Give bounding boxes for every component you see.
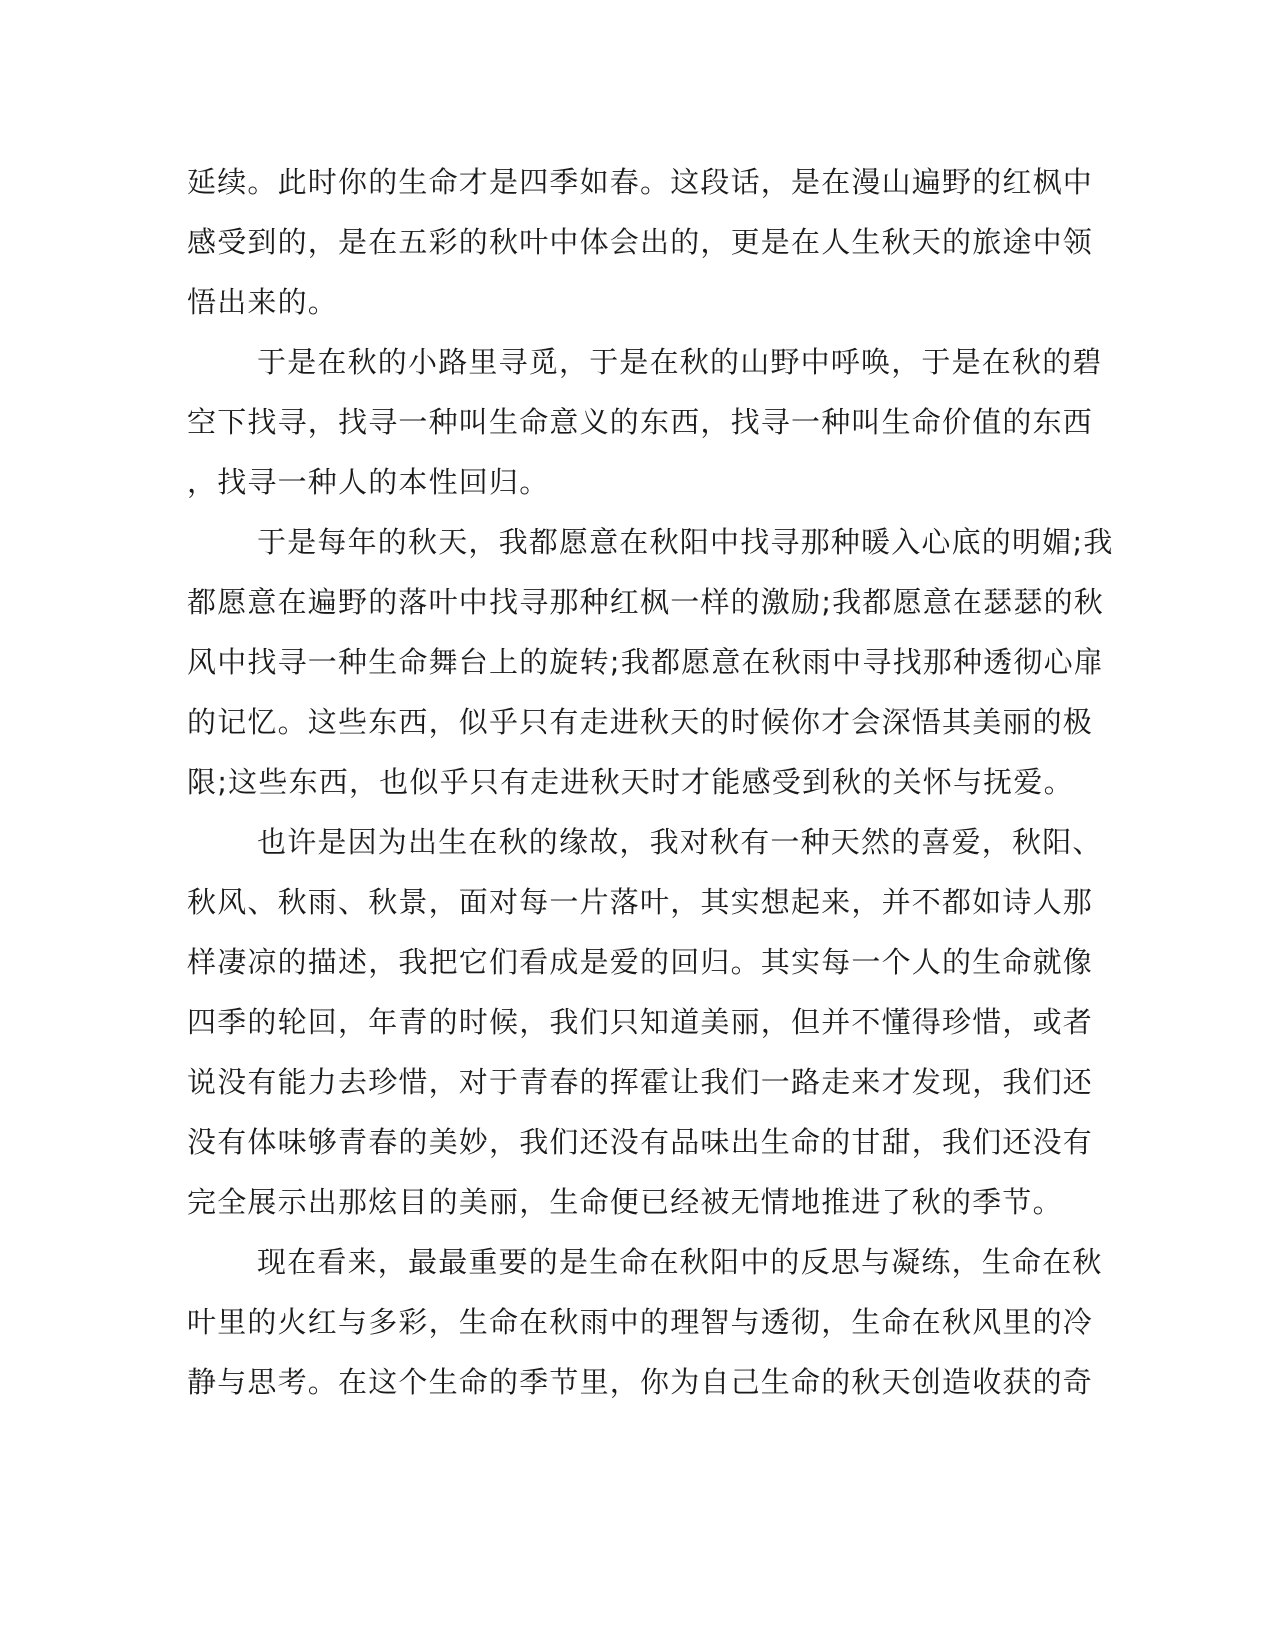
text-line: 静与思考。在这个生命的季节里，你为自己生命的秋天创造收获的奇: [187, 1365, 1094, 1399]
text-line: 延续。此时你的生命才是四季如春。这段话，是在漫山遍野的红枫中: [187, 165, 1094, 199]
paragraph-first-line: 现在看来，最最重要的是生命在秋阳中的反思与凝练，生命在秋: [257, 1245, 1103, 1279]
text-line: 四季的轮回，年青的时候，我们只知道美丽，但并不懂得珍惜，或者: [187, 1005, 1094, 1039]
paragraph-first-line: 于是每年的秋天，我都愿意在秋阳中找寻那种暖入心底的明媚;我: [257, 525, 1114, 559]
document-body: [187, 152, 1114, 1412]
text-line: 悟出来的。: [187, 285, 339, 319]
text-line: 都愿意在遍野的落叶中找寻那种红枫一样的激励;我都愿意在瑟瑟的秋: [187, 585, 1104, 619]
text-line: 感受到的，是在五彩的秋叶中体会出的，更是在人生秋天的旅途中领: [187, 225, 1094, 259]
text-line: ，找寻一种人的本性回归。: [187, 465, 550, 499]
paragraph-first-line: 于是在秋的小路里寻觅，于是在秋的山野中呼唤，于是在秋的碧: [257, 345, 1103, 379]
text-line: 完全展示出那炫目的美丽，生命便已经被无情地推进了秋的季节。: [187, 1185, 1063, 1219]
text-line: 空下找寻，找寻一种叫生命意义的东西，找寻一种叫生命价值的东西: [187, 405, 1094, 439]
text-line: 样凄凉的描述，我把它们看成是爱的回归。其实每一个人的生命就像: [187, 945, 1094, 979]
text-line: 风中找寻一种生命舞台上的旋转;我都愿意在秋雨中寻找那种透彻心扉: [187, 645, 1104, 679]
text-line: 叶里的火红与多彩，生命在秋雨中的理智与透彻，生命在秋风里的冷: [187, 1305, 1094, 1339]
text-line: 的记忆。这些东西，似乎只有走进秋天的时候你才会深悟其美丽的极: [187, 705, 1094, 739]
text-line: 秋风、秋雨、秋景，面对每一片落叶，其实想起来，并不都如诗人那: [187, 885, 1094, 919]
text-line: 说没有能力去珍惜，对于青春的挥霍让我们一路走来才发现，我们还: [187, 1065, 1094, 1099]
text-line: 限;这些东西，也似乎只有走进秋天时才能感受到秋的关怀与抚爱。: [187, 765, 1074, 799]
paragraph-first-line: 也许是因为出生在秋的缘故，我对秋有一种天然的喜爱，秋阳、: [257, 825, 1103, 859]
text-line: 没有体味够青春的美妙，我们还没有品味出生命的甘甜，我们还没有: [187, 1125, 1094, 1159]
